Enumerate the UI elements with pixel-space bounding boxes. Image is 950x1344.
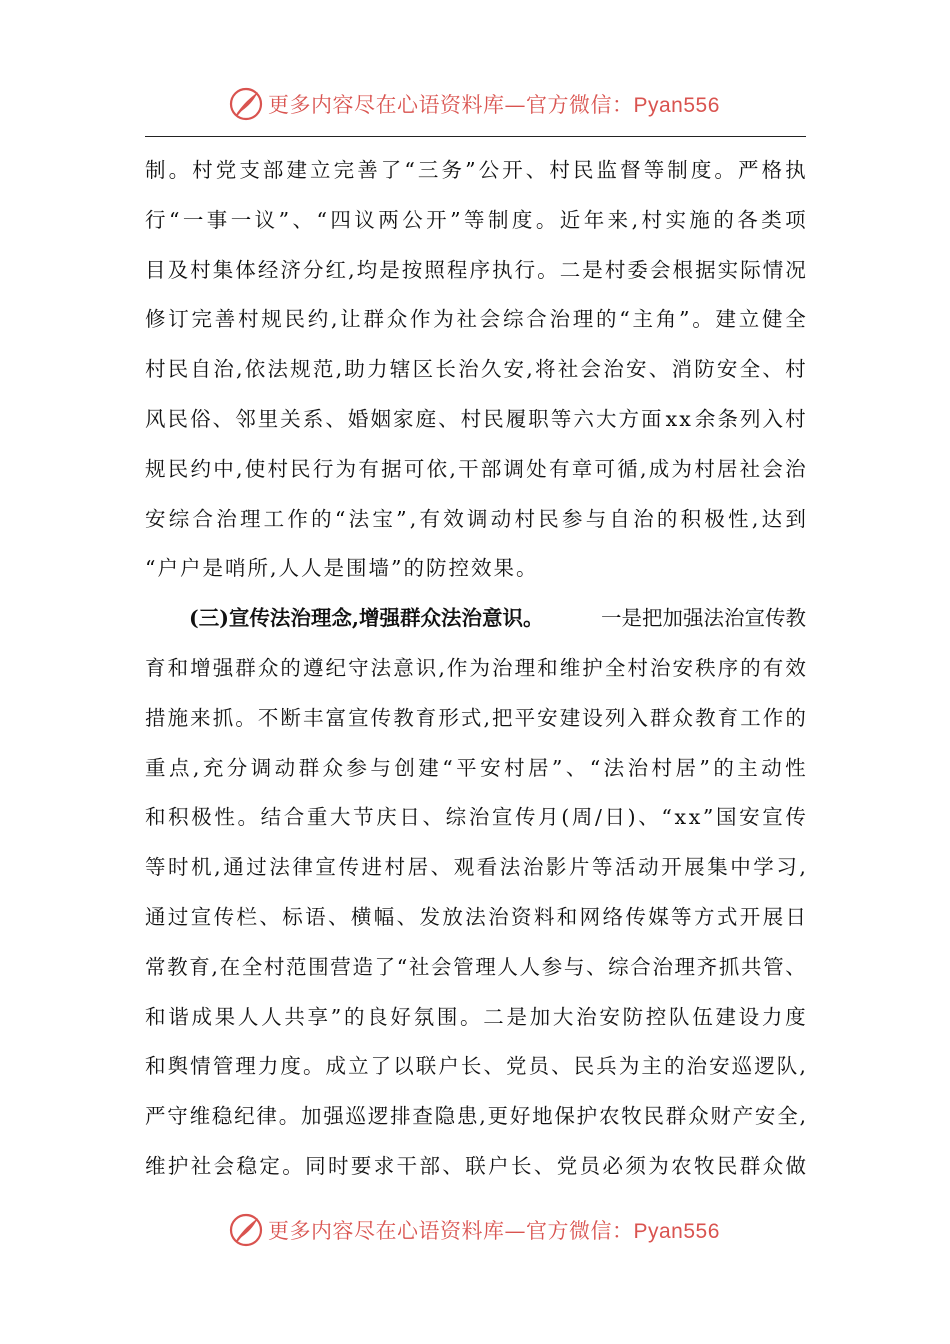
text-line: 育 和 增 强 群 众 的 遵 纪 守 法 意 识 , 作 为 治 理 和 维 护 全 村 治 安 秩 序 的 有 效	[145, 655, 806, 680]
footer-banner	[228, 1208, 720, 1252]
text-line: “户户是哨所,人人是围墙”的防控效果。	[145, 556, 539, 581]
text-line: 制 。 村 党 支 部 建 立 完 善 了 “ 三 务 ” 公 开 、 村 民 监 督 等 制 度 。 严 格 执	[145, 158, 806, 182]
text-line: 措 施 来 抓 。 不 断 丰 富 宣 传 教 育 形 式 , 把 平 安 建 设 列 入 群 众 教 育 工 作 的	[145, 705, 806, 730]
text-line: 和 积 极 性 。 结 合 重 大 节 庆 日 、 综 治 宣 传 月 ( 周 / 日 ) 、 “ x x ” 国 安 宣 传	[145, 805, 806, 830]
wechat-id: Pyan556	[633, 94, 720, 117]
text-line: 重 点 , 充 分 调 动 群 众 参 与 创 建 “ 平 安 村 居 ” 、 “ 法 治 村 居 ” 的 主 动 性	[145, 755, 806, 780]
text-line: 修 订 完 善 村 规 民 约 , 让 群 众 作 为 社 会 综 合 治 理 的 “ 主 角 ” 。 建 立 健 全	[145, 307, 806, 332]
text-line: 规 民 约 中 , 使 村 民 行 为 有 据 可 依 , 干 部 调 处 有 章 可 循 , 成 为 村 居 社 会 治	[145, 456, 806, 481]
text-line: 和 谐 成 果 人 人 共 享 ” 的 良 好 氛 围 。 二 是 加 大 治 安 防 控 队 伍 建 设 力 度	[145, 1004, 806, 1029]
section-heading: (三)宣传法治理念,增强群众法治意识。	[189, 606, 544, 631]
banner-text: 更多内容尽在心语资料库—官方微信：Pyan556	[268, 1219, 720, 1243]
section-heading-line	[145, 594, 806, 644]
section-first-line: 一是把加强法治宣传教	[601, 606, 806, 631]
wechat-id: Pyan556	[633, 1220, 720, 1243]
text-line: 行 “ 一 事 一 议 ” 、 “ 四 议 两 公 开 ” 等 制 度 。 近 年 来 , 村 实 施 的 各 类 项	[145, 207, 806, 232]
feather-pen-circle-icon	[228, 86, 264, 122]
text-line: 村 民 自 治 , 依 法 规 范 , 助 力 辖 区 长 治 久 安 , 将 社 会 治 安 、 消 防 安 全 、 村	[145, 357, 806, 382]
header-divider	[145, 136, 806, 137]
text-line: 风 民 俗 、 邻 里 关 系 、 婚 姻 家 庭 、 村 民 履 职 等 六 大 方 面 x x 余 条 列 入 村	[145, 406, 806, 431]
text-line: 等 时 机 , 通 过 法 律 宣 传 进 村 居 、 观 看 法 治 影 片 等 活 动 开 展 集 中 学 习 ,	[145, 855, 806, 880]
text-line: 维 护 社 会 稳 定 。 同 时 要 求 干 部 、 联 户 长 、 党 员 必 须 为 农 牧 民 群 众 做	[145, 1153, 806, 1178]
text-line: 通 过 宣 传 栏 、 标 语 、 横 幅 、 发 放 法 治 资 料 和 网 络 传 媒 等 方 式 开 展 日	[145, 904, 806, 929]
text-line: 安 综 合 治 理 工 作 的 “ 法 宝 ” , 有 效 调 动 村 民 参 与 自 治 的 积 极 性 , 达 到	[145, 506, 806, 531]
document-body	[145, 146, 806, 1192]
banner-text: 更多内容尽在心语资料库—官方微信：Pyan556	[268, 93, 720, 117]
feather-pen-circle-icon	[228, 1212, 264, 1248]
header-banner	[228, 82, 720, 126]
text-line: 常 教 育 , 在 全 村 范 围 营 造 了 “ 社 会 管 理 人 人 参 与 、 综 合 治 理 齐 抓 共 管 、	[145, 954, 806, 979]
text-line: 严 守 维 稳 纪 律 。 加 强 巡 逻 排 查 隐 患 , 更 好 地 保 护 农 牧 民 群 众 财 产 安 全 ,	[145, 1104, 806, 1129]
text-line: 目 及 村 集 体 经 济 分 红 , 均 是 按 照 程 序 执 行 。 二 是 村 委 会 根 据 实 际 情 况	[145, 257, 806, 282]
text-line: 和 舆 情 管 理 力 度 。 成 立 了 以 联 户 长 、 党 员 、 民 兵 为 主 的 治 安 巡 逻 队 ,	[145, 1054, 806, 1079]
